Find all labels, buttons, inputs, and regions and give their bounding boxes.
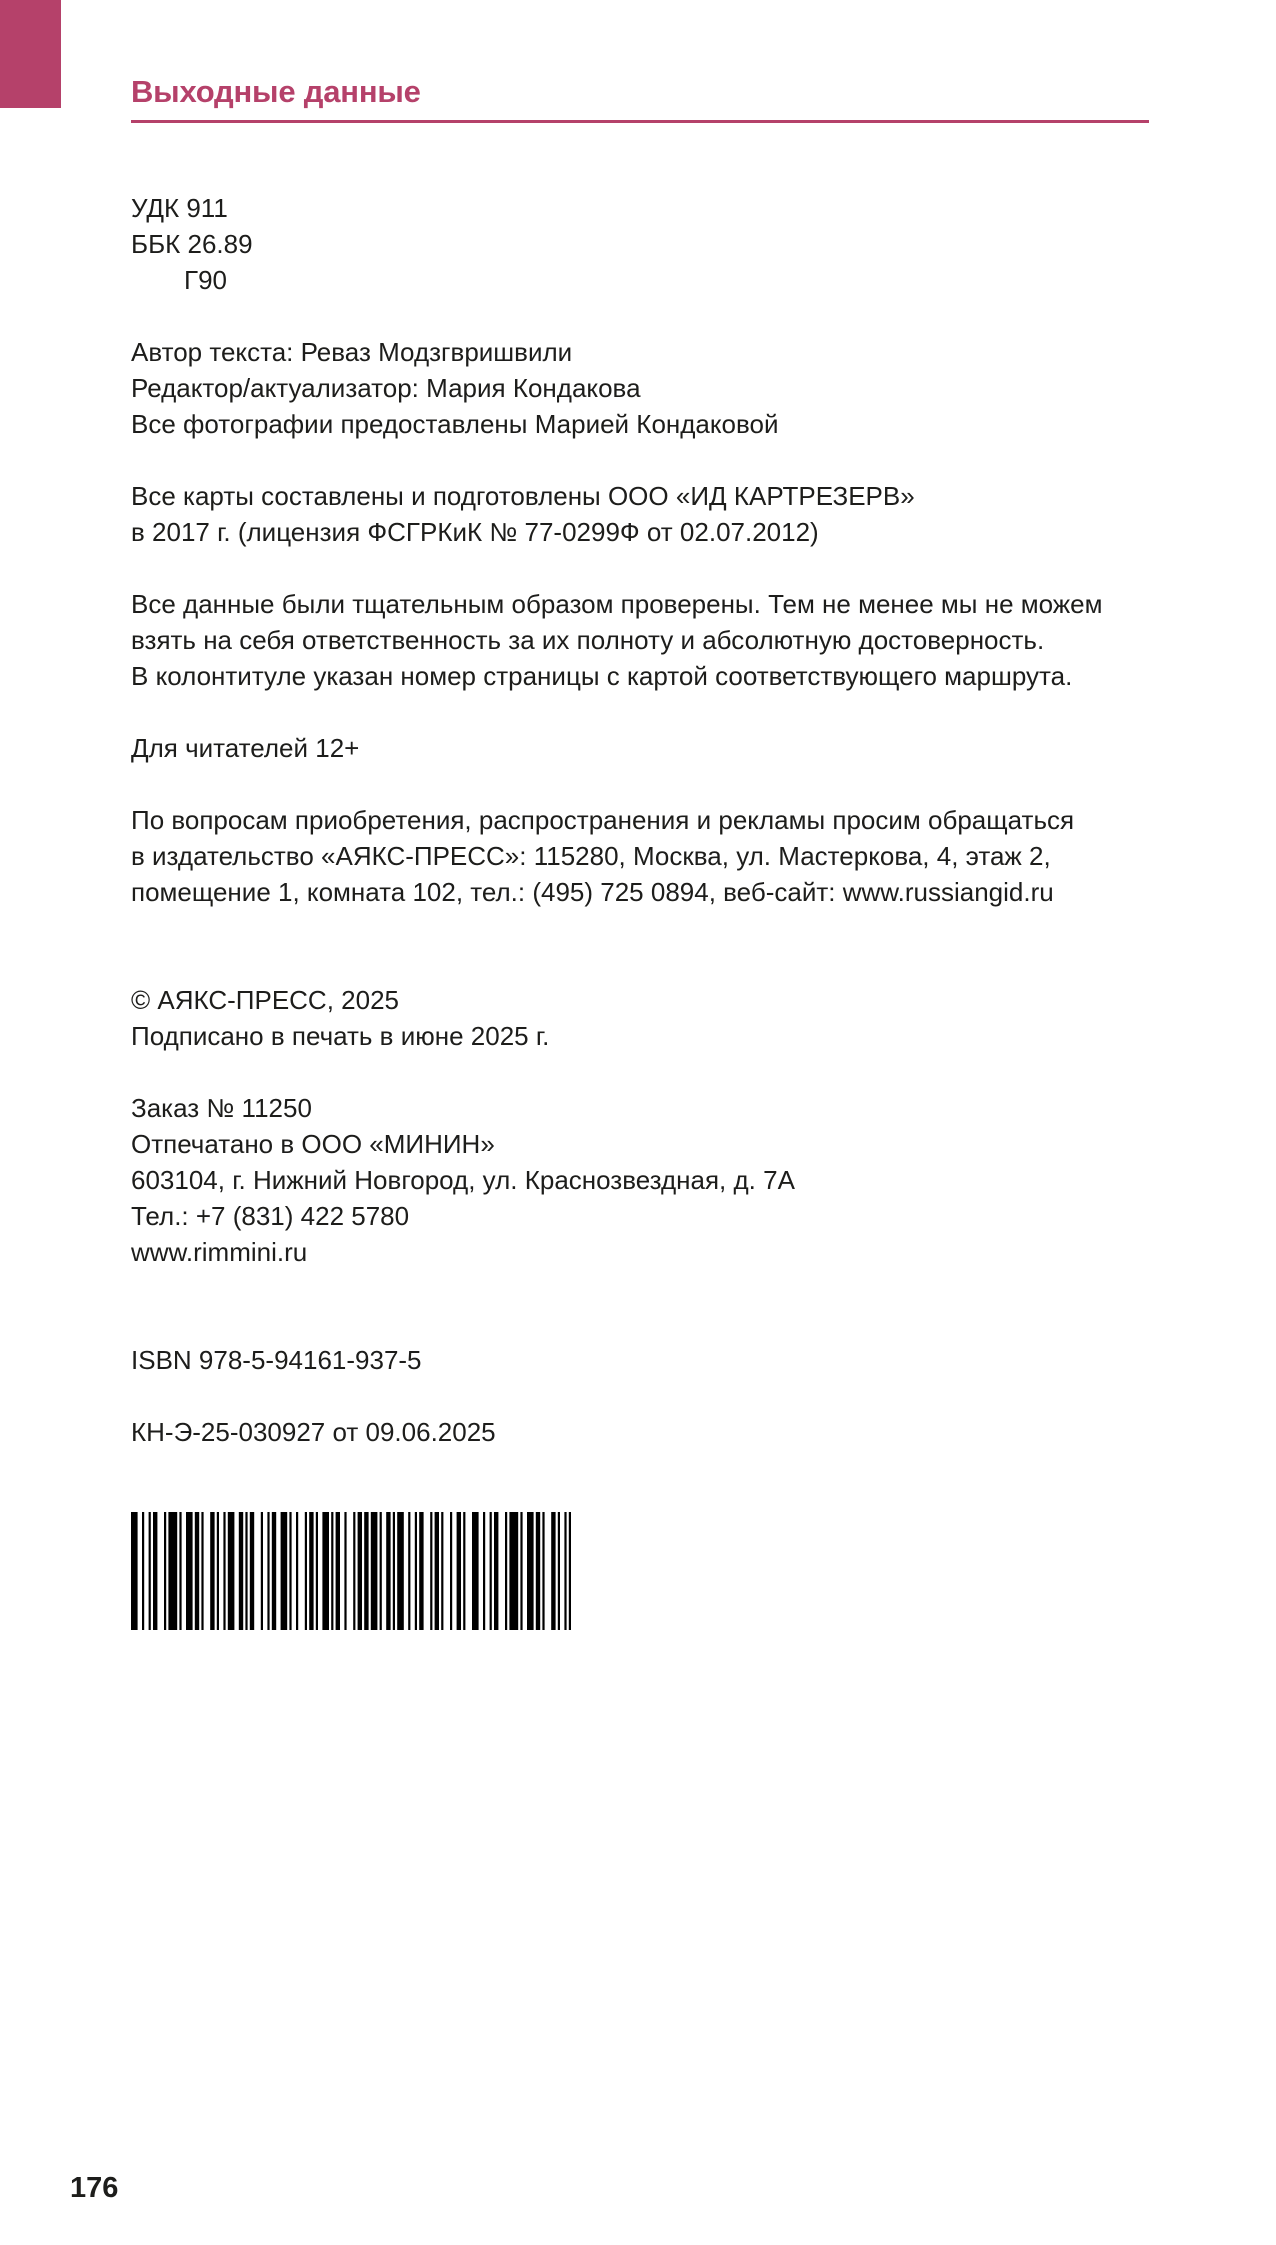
section-header [131, 74, 1149, 123]
barcode-bar [201, 1512, 203, 1630]
barcode-bar [168, 1512, 177, 1630]
barcode-bar [463, 1512, 465, 1630]
barcode-bar [296, 1512, 298, 1630]
barcode-bar [527, 1512, 534, 1630]
barcode-bar [419, 1512, 423, 1630]
maps-credit-line-2: в 2017 г. (лицензия ФСГРКиК № 77-0299Ф от 02.07.2012) [131, 517, 819, 547]
section-title: Выходные данные [131, 74, 421, 109]
barcode-image [131, 1512, 571, 1630]
author-credit: Автор текста: Реваз Модзгвришвили [131, 337, 573, 367]
barcode-bar [364, 1512, 368, 1630]
page-number: 176 [70, 2172, 119, 2204]
barcode-bar [179, 1512, 181, 1630]
barcode-bar [558, 1512, 560, 1630]
barcode-bar [316, 1512, 318, 1630]
barcode-bar [358, 1512, 362, 1630]
barcode-bar [281, 1512, 288, 1630]
barcode-bar [494, 1512, 498, 1630]
barcode-bar [569, 1512, 571, 1630]
barcode-bar [386, 1512, 390, 1630]
barcode-bar [217, 1512, 219, 1630]
barcode-bar [223, 1512, 225, 1630]
barcode-bar [131, 1512, 138, 1630]
barcode-bar [441, 1512, 443, 1630]
barcode-bar [505, 1512, 507, 1630]
book-chamber-code: КН-Э-25-030927 от 09.06.2025 [131, 1417, 496, 1447]
barcode-bar [272, 1512, 276, 1630]
barcode-bar [520, 1512, 522, 1630]
barcode-bar [483, 1512, 485, 1630]
barcode-bar [457, 1512, 461, 1630]
barcode-bar [228, 1512, 235, 1630]
barcode-bar [430, 1512, 432, 1630]
barcode-bar [289, 1512, 291, 1630]
udk-code: УДК 911 [131, 193, 228, 223]
barcode-bar [210, 1512, 214, 1630]
barcode-bar [267, 1512, 269, 1630]
photo-credit: Все фотографии предоставлены Марией Кондаковой [131, 409, 779, 439]
barcode-bar [509, 1512, 518, 1630]
barcode-bar [450, 1512, 452, 1630]
order-number: Заказ № 11250 [131, 1093, 312, 1123]
barcode-bar [153, 1512, 157, 1630]
corner-color-tab [0, 0, 61, 108]
printer-phone: Тел.: +7 (831) 422 5780 [131, 1201, 410, 1231]
barcode-bar [564, 1512, 566, 1630]
barcode-bar [344, 1512, 346, 1630]
barcode-bar [142, 1512, 144, 1630]
barcode-bar [472, 1512, 479, 1630]
barcode-bar [415, 1512, 417, 1630]
author-mark: Г90 [184, 265, 227, 295]
barcode-bar [551, 1512, 555, 1630]
barcode-bar [322, 1512, 329, 1630]
disclaimer-line-2: взять на себя ответственность за их полноту и абсолютную достоверность. [131, 625, 1045, 655]
contacts-line-3: помещение 1, комната 102, тел.: (495) 725 0894, веб-сайт: www.russiangid.ru [131, 877, 1054, 907]
printer-website: www.rimmini.ru [131, 1237, 308, 1267]
barcode-bar [261, 1512, 263, 1630]
barcode-bar [353, 1512, 355, 1630]
disclaimer-line-1: Все данные были тщательным образом проверены. Тем не менее мы не можем [131, 589, 1103, 619]
barcode-bar [309, 1512, 313, 1630]
barcode-bar [393, 1512, 395, 1630]
barcode-bar [239, 1512, 243, 1630]
imprint-content [131, 190, 1161, 1450]
barcode-bar [195, 1512, 199, 1630]
barcode-bar [408, 1512, 410, 1630]
barcode-bar [186, 1512, 193, 1630]
contacts-line-1: По вопросам приобретения, распространения и рекламы просим обращаться [131, 805, 1075, 835]
barcode-bar [380, 1512, 382, 1630]
editor-credit: Редактор/актуализатор: Мария Кондакова [131, 373, 641, 403]
barcode-bar [371, 1512, 378, 1630]
barcode-bar [435, 1512, 439, 1630]
barcode-bar [542, 1512, 544, 1630]
signed-to-print: Подписано в печать в июне 2025 г. [131, 1021, 550, 1051]
barcode-bar [331, 1512, 333, 1630]
age-rating: Для читателей 12+ [131, 733, 360, 763]
copyright-line: © АЯКС-ПРЕСС, 2025 [131, 985, 399, 1015]
maps-credit-line-1: Все карты составлены и подготовлены ООО «ИД КАРТРЕЗЕРВ» [131, 481, 915, 511]
barcode-bar [245, 1512, 247, 1630]
printer-address: 603104, г. Нижний Новгород, ул. Краснозвездная, д. 7А [131, 1165, 795, 1195]
barcode-bar [536, 1512, 540, 1630]
contacts-line-2: в издательство «АЯКС-ПРЕСС»: 115280, Москва, ул. Мастеркова, 4, этаж 2, [131, 841, 1051, 871]
barcode-bar [250, 1512, 254, 1630]
barcode-bar [490, 1512, 492, 1630]
barcode-bar [305, 1512, 307, 1630]
barcode-bar [164, 1512, 166, 1630]
disclaimer-line-3: В колонтитуле указан номер страницы с картой соответствующего маршрута. [131, 661, 1073, 691]
printer-name: Отпечатано в ООО «МИНИН» [131, 1129, 495, 1159]
bbk-code: ББК 26.89 [131, 229, 253, 259]
barcode-bar [397, 1512, 404, 1630]
isbn: ISBN 978-5-94161-937-5 [131, 1345, 422, 1375]
barcode-bar [149, 1512, 151, 1630]
barcode-bar [336, 1512, 340, 1630]
